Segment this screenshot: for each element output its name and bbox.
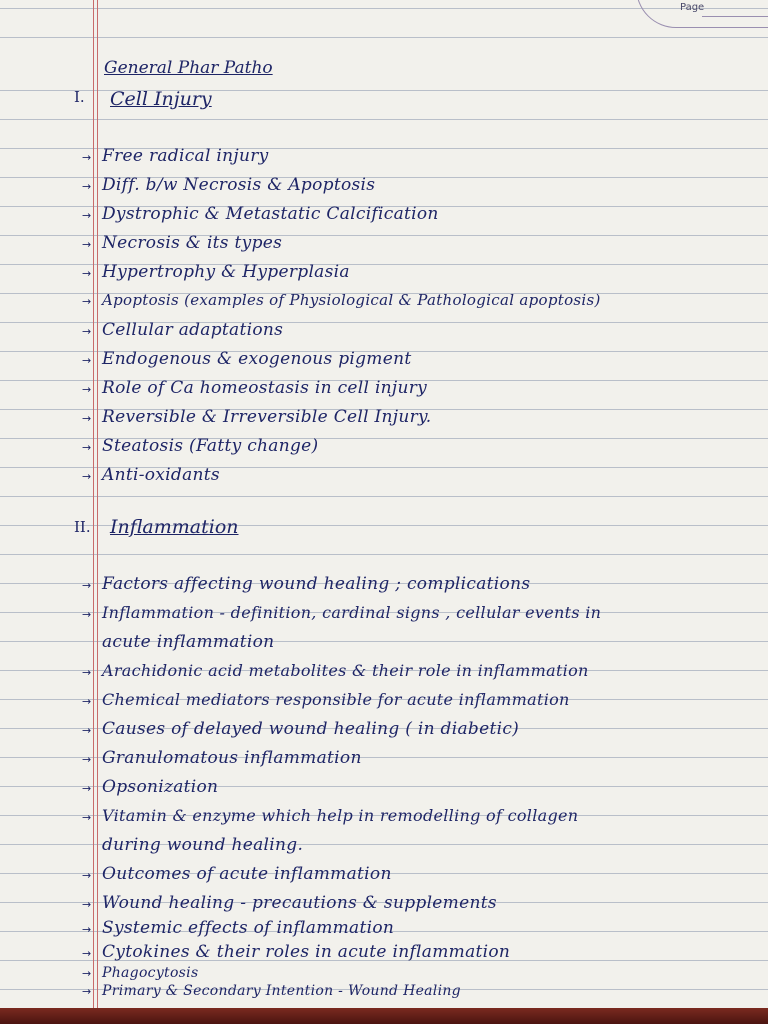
list-item: [82, 262, 350, 282]
arrow-icon: →: [82, 753, 92, 766]
list-item-text: Vitamin & enzyme which help in remodelling of collagen: [102, 806, 579, 825]
list-item: [82, 942, 510, 962]
list-item: [82, 233, 282, 253]
list-item-text: Causes of delayed wound healing ( in diabetic): [102, 719, 520, 739]
list-item: [82, 893, 497, 913]
arrow-icon: →: [82, 383, 92, 396]
list-item-text: Diff. b/w Necrosis & Apoptosis: [102, 175, 376, 195]
arrow-icon: →: [82, 267, 92, 280]
arrow-icon: →: [82, 441, 92, 454]
list-item-text: Necrosis & its types: [102, 233, 283, 253]
list-item-text: Free radical injury: [102, 146, 269, 166]
list-item: [82, 349, 411, 369]
list-item: [82, 378, 427, 398]
list-item-text: Reversible & Irreversible Cell Injury.: [102, 407, 432, 427]
arrow-icon: →: [82, 967, 92, 980]
arrow-icon: →: [82, 412, 92, 425]
list-item: [82, 204, 439, 224]
list-item-text: Endogenous & exogenous pigment: [102, 349, 412, 369]
list-item: [82, 603, 601, 622]
arrow-icon: →: [82, 325, 92, 338]
list-item-text: Factors affecting wound healing ; complications: [102, 574, 531, 594]
list-item-text: Apoptosis (examples of Physiological & Pathological apoptosis): [102, 291, 601, 309]
list-item-text: Steatosis (Fatty change): [102, 436, 319, 456]
section-number: II.: [74, 518, 91, 536]
list-item: [82, 690, 570, 709]
arrow-icon: →: [82, 898, 92, 911]
arrow-icon: →: [82, 151, 92, 164]
arrow-icon: →: [82, 724, 92, 737]
list-item: [82, 661, 589, 680]
arrow-icon: →: [82, 209, 92, 222]
list-item-text: Role of Ca homeostasis in cell injury: [102, 378, 428, 398]
arrow-icon: →: [82, 947, 92, 960]
arrow-icon: →: [82, 923, 92, 936]
arrow-icon: →: [82, 295, 92, 308]
arrow-icon: →: [82, 608, 92, 621]
page-number-rule: [702, 16, 768, 17]
list-item-text: Dystrophic & Metastatic Calcification: [102, 204, 439, 224]
list-item: [82, 806, 578, 825]
list-item: [102, 632, 274, 652]
arrow-icon: →: [82, 579, 92, 592]
list-item: [82, 962, 198, 981]
list-item: [82, 719, 519, 739]
list-item: [82, 407, 431, 427]
list-item-text: Wound healing - precautions & supplements: [102, 893, 497, 913]
list-item-text: Hypertrophy & Hyperplasia: [102, 262, 350, 282]
arrow-icon: →: [82, 470, 92, 483]
list-item: [82, 175, 375, 195]
list-item-text: Anti-oxidants: [102, 465, 220, 485]
list-item: [82, 574, 530, 594]
list-item-text: Granulomatous inflammation: [102, 748, 362, 768]
section-title: Cell Injury: [110, 88, 212, 110]
notebook-edge: [0, 1008, 768, 1024]
arrow-icon: →: [82, 180, 92, 193]
arrow-icon: →: [82, 985, 92, 998]
list-item: [82, 436, 318, 456]
section-number: I.: [74, 88, 85, 106]
list-item-text: Chemical mediators responsible for acute inflammation: [102, 690, 570, 709]
list-item-text: Primary & Secondary Intention - Wound Healing: [102, 983, 461, 999]
list-item: [82, 290, 601, 309]
list-item-text: Arachidonic acid metabolites & their role in inflammation: [102, 661, 589, 680]
arrow-icon: →: [82, 666, 92, 679]
list-item: [102, 835, 303, 855]
arrow-icon: →: [82, 782, 92, 795]
list-item: [82, 918, 394, 938]
section-title: Inflammation: [110, 516, 239, 538]
list-item-text: Outcomes of acute inflammation: [102, 864, 392, 884]
arrow-icon: →: [82, 869, 92, 882]
list-item-text: Phagocytosis: [102, 965, 199, 981]
list-item: [82, 146, 269, 166]
list-item: [82, 864, 392, 884]
page-title: General Phar Patho: [104, 58, 273, 78]
list-item-text: Cellular adaptations: [102, 320, 284, 340]
list-item: [82, 980, 461, 999]
arrow-icon: →: [82, 695, 92, 708]
list-item: [82, 320, 283, 340]
list-item-text: Opsonization: [102, 777, 219, 797]
arrow-icon: →: [82, 354, 92, 367]
list-item-text: acute inflammation: [102, 632, 275, 652]
list-item-text: Inflammation - definition, cardinal signs , cellular events in: [102, 603, 602, 622]
arrow-icon: →: [82, 811, 92, 824]
list-item: [82, 748, 362, 768]
page-label: Page: [680, 2, 705, 13]
list-item-text: Systemic effects of inflammation: [102, 918, 395, 938]
list-item: [82, 777, 218, 797]
list-item-text: during wound healing.: [102, 835, 304, 855]
list-item: [82, 465, 220, 485]
list-item-text: Cytokines & their roles in acute inflammation: [102, 942, 511, 962]
arrow-icon: →: [82, 238, 92, 251]
